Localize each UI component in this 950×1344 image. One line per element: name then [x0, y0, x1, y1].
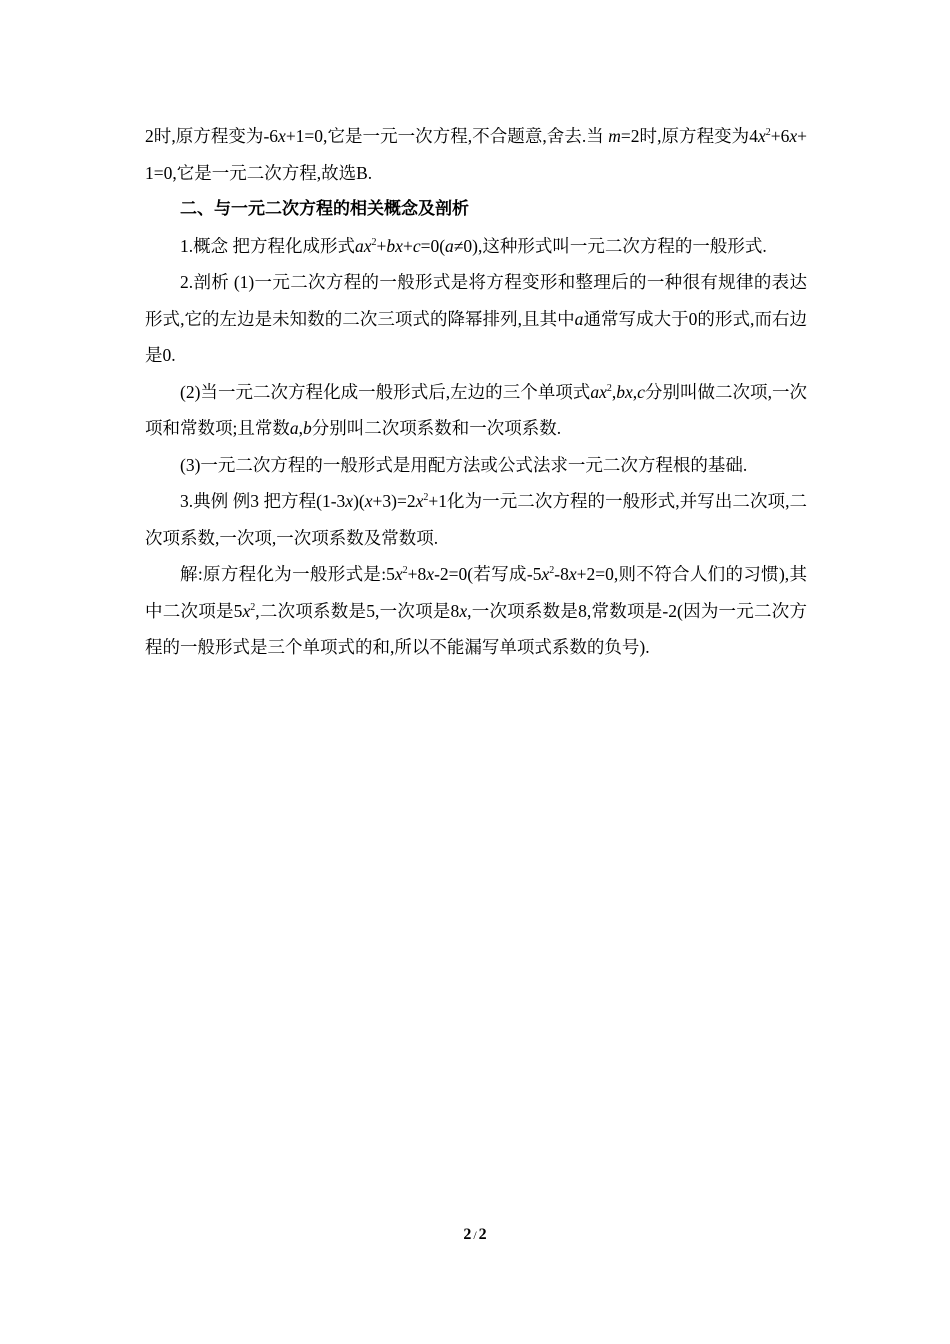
text-run: 分别叫二次项系数和一次项系数.	[311, 418, 562, 438]
math-var: b	[303, 418, 312, 438]
math-exponent: 2	[402, 565, 408, 576]
math-exponent: 2	[765, 127, 771, 138]
math-var: c	[412, 235, 421, 256]
text-run: 2时,原方程变为-6	[145, 126, 279, 146]
math-var: x	[459, 600, 468, 621]
text-run: =0(	[420, 235, 446, 256]
math-var: x	[278, 126, 286, 146]
text-run: ,一次项系数是8,常数项是-2(因为一元二次方程的一般形式是三个单项式的和,所以不能漏写单项式系数的负号).	[145, 600, 808, 657]
math-exponent: 2	[423, 492, 429, 503]
math-var: bx	[386, 235, 403, 256]
math-exponent: 2	[549, 565, 555, 576]
math-var: x	[426, 564, 435, 584]
paragraph-concept	[145, 228, 807, 265]
paragraph-continuation	[145, 118, 807, 191]
text-run: +1=0,它是一元一次方程,不合题意,舍去.当	[285, 126, 609, 146]
math-exponent: 2	[606, 382, 612, 394]
text-run: ,	[632, 381, 638, 402]
text-run: +	[402, 235, 413, 256]
paragraph-analysis-3: (3)一元二次方程的一般形式是用配方法或公式法求一元二次方程根的基础.	[180, 454, 748, 475]
page-separator: /	[473, 1228, 477, 1242]
text-run: -2=0(若写成-5	[434, 564, 542, 584]
math-var: x	[345, 491, 354, 511]
text-run: +3)=2	[372, 491, 416, 511]
text-run: 解:原方程化为一般形式是:5	[180, 564, 395, 584]
math-var: x	[364, 491, 373, 511]
math-var: x	[394, 564, 403, 584]
math-var: x	[541, 564, 550, 584]
math-var: ax	[590, 381, 607, 402]
text-run: 分别叫做二次项,一次项和常数项;且常数	[145, 381, 808, 438]
math-var: x	[789, 126, 798, 146]
document-body	[145, 118, 807, 666]
text-run: =2时,原方程变为4	[620, 126, 758, 146]
text-run: ,	[298, 418, 303, 438]
math-var: a	[574, 308, 584, 329]
math-var: ax	[355, 235, 372, 256]
math-var: m	[608, 126, 621, 146]
math-exponent: 2	[250, 601, 256, 613]
text-run: +1化为一元二次方程的一般形式,并写出二次项,二次项系数,一次项,一次项系数及常数项.	[145, 491, 807, 548]
paragraph-solution	[145, 556, 807, 666]
math-var: c	[637, 381, 645, 402]
paragraph-analysis-1	[145, 264, 807, 374]
text-run: (2)当一元二次方程化成一般形式后,左边的三个单项式	[180, 381, 591, 402]
text-run: 3.典例 例3 把方程(1-3	[180, 491, 346, 511]
section-heading: 二、与一元二次方程的相关概念及剖析	[180, 199, 469, 219]
text-run: 通常写成大于0的形式,而右边是0.	[145, 308, 808, 365]
text-run: +	[376, 235, 387, 256]
text-run: ,二次项系数是5,一次项是8	[255, 600, 460, 621]
math-exponent: 2	[371, 236, 377, 248]
text-run: 1.概念 把方程化成形式	[180, 235, 355, 256]
paragraph-example	[145, 483, 807, 556]
math-var: x	[242, 600, 251, 621]
paragraph-analysis-2	[145, 374, 807, 447]
math-var: bx	[616, 381, 633, 402]
math-var: x	[757, 126, 766, 146]
math-var: a	[445, 235, 454, 256]
text-run: +6	[770, 126, 790, 146]
text-run: ≠0),这种形式叫一元二次方程的一般形式.	[453, 235, 767, 256]
page-number	[0, 1226, 950, 1244]
math-var: x	[568, 564, 577, 584]
text-run: -8	[554, 564, 569, 584]
text-run: +1=0,它是一元二次方程,故选B.	[145, 126, 808, 183]
page-current: 2	[463, 1226, 472, 1243]
math-var: a	[289, 418, 299, 438]
math-var: x	[415, 491, 424, 511]
text-run: ,	[611, 381, 617, 402]
text-run: +2=0,则不符合人们的习惯),其中二次项是5	[145, 564, 807, 621]
text-run: )(	[353, 491, 365, 511]
text-run: +8	[407, 564, 427, 584]
text-run: 2.剖析 (1)一元二次方程的一般形式是将方程变形和整理后的一种很有规律的表达形式,它的左边是未知数的二次三项式的降幂排列,且其中	[145, 272, 807, 329]
page-total: 2	[478, 1226, 487, 1243]
